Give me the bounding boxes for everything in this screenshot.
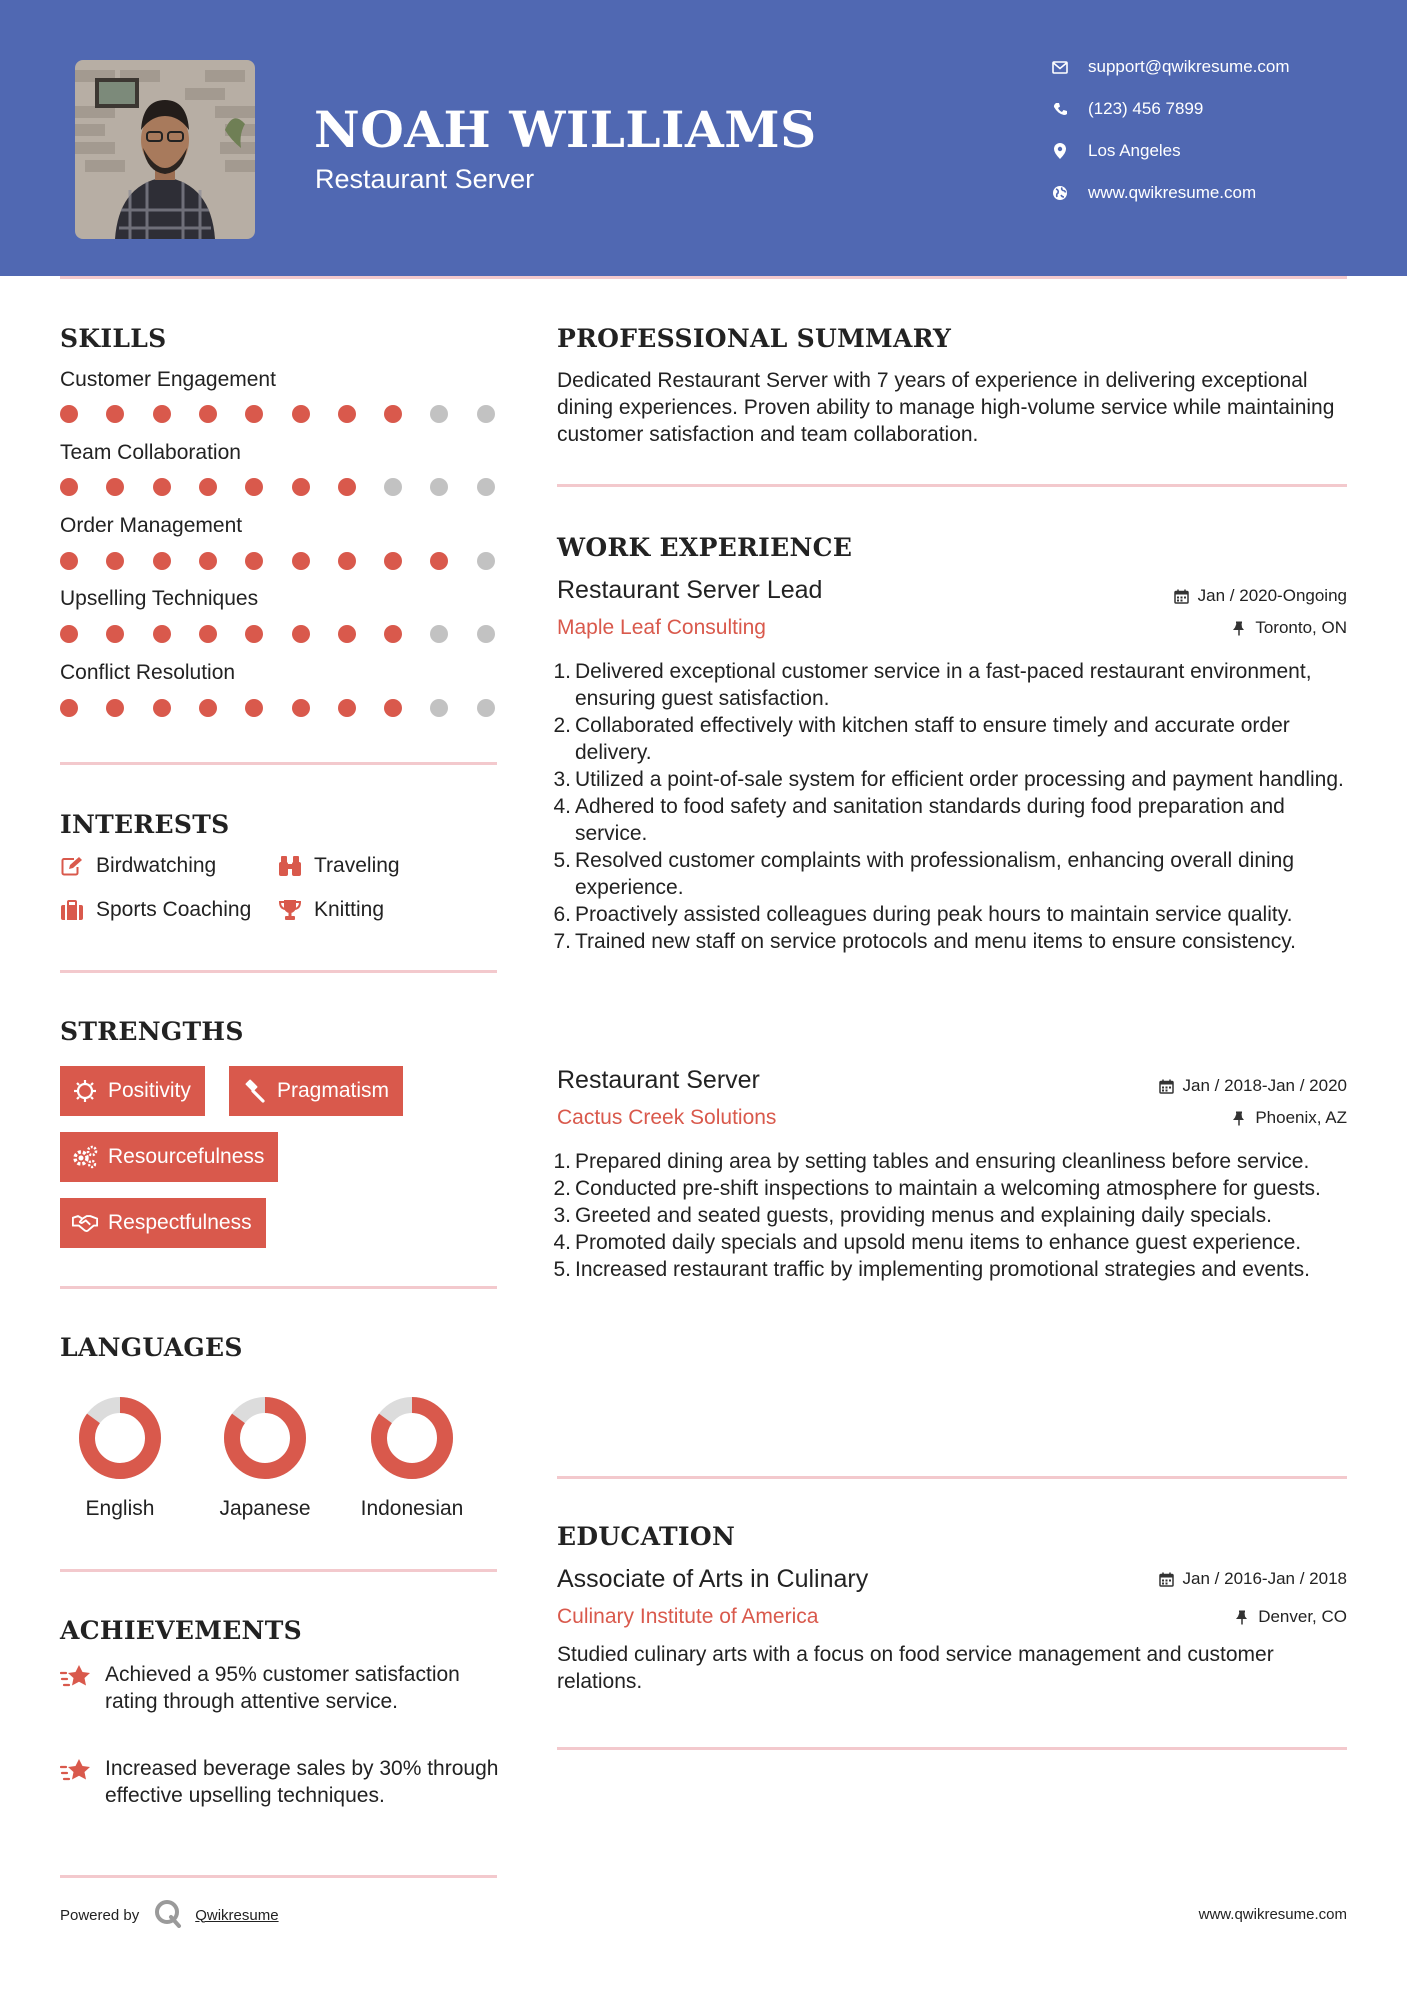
language-donut: [369, 1395, 455, 1481]
section-divider: [60, 1875, 497, 1878]
achievement-text: Increased beverage sales by 30% through effective upselling techniques.: [105, 1757, 499, 1807]
skill-dot-filled: [292, 405, 310, 423]
phone-icon: [1050, 99, 1070, 119]
pencil-square-icon: [60, 854, 84, 878]
skill-dot-filled: [245, 405, 263, 423]
skill-dot-filled: [60, 478, 78, 496]
job-responsibilities: [553, 1148, 1357, 1283]
footer-powered-by: [60, 1898, 279, 1932]
language-item: [50, 1395, 190, 1521]
achievements-title: ACHIEVEMENTS: [60, 1616, 302, 1645]
star-medal-icon: [60, 1663, 92, 1693]
sun-icon: [72, 1078, 98, 1104]
section-divider: [60, 970, 497, 973]
contact-email[interactable]: [1050, 57, 1290, 77]
briefcase-icon: [60, 898, 84, 922]
responsibility-item: 6. Proactively assisted colleagues during peak hours to maintain service quality.: [553, 903, 1293, 926]
achievement-item: [60, 1661, 500, 1715]
job-location-text: Toronto, ON: [1255, 618, 1347, 637]
achievement-text: Achieved a 95% customer satisfaction rating through attentive service.: [105, 1663, 460, 1713]
section-divider: [60, 1286, 497, 1289]
section-divider: [557, 484, 1347, 487]
trophy-icon: [278, 898, 302, 922]
map-marker-icon: [1050, 141, 1070, 161]
skill-dot-empty: [477, 625, 495, 643]
strengths-title: STRENGTHS: [60, 1017, 244, 1046]
job-date: [1174, 586, 1347, 606]
education-title: EDUCATION: [557, 1522, 736, 1551]
skill-rating: [60, 625, 500, 643]
section-divider: [557, 1747, 1347, 1750]
contact-location: [1050, 141, 1181, 161]
job-location: [1231, 618, 1347, 638]
strength-label: Respectfulness: [108, 1211, 252, 1234]
resume-header: [0, 0, 1407, 276]
skill-dot-filled: [292, 625, 310, 643]
skill-dot-filled: [153, 478, 171, 496]
skill-dot-empty: [384, 478, 402, 496]
skill-dot-filled: [338, 478, 356, 496]
skill-rating: [60, 552, 500, 570]
skill-rating: [60, 478, 500, 496]
handshake-icon: [72, 1210, 98, 1236]
section-divider: [60, 1569, 497, 1572]
candidate-name: NOAH WILLIAMS: [314, 100, 817, 159]
skill-dot-filled: [106, 699, 124, 717]
responsibility-item: 3. Greeted and seated guests, providing menus and explaining daily specials.: [553, 1204, 1272, 1227]
job-title: Restaurant Server: [557, 1066, 760, 1094]
skill-dot-filled: [199, 699, 217, 717]
responsibility-item: 1. Delivered exceptional customer service in a fast-paced restaurant environment, ensuring guest satisfaction.: [553, 660, 1312, 710]
achievement-item: [60, 1755, 500, 1809]
education-location-text: Denver, CO: [1258, 1607, 1347, 1626]
star-medal-icon: [60, 1757, 92, 1787]
responsibility-item: 3. Utilized a point-of-sale system for efficient order processing and payment handling.: [553, 768, 1344, 791]
responsibility-item: 4. Adhered to food safety and sanitation standards during food preparation and service.: [553, 795, 1285, 845]
interest-item: [278, 854, 400, 878]
skill-dot-filled: [60, 699, 78, 717]
envelope-icon: [1050, 57, 1070, 77]
skill-dot-filled: [153, 405, 171, 423]
job-date-text: Jan / 2018-Jan / 2020: [1182, 1076, 1347, 1095]
skill-dot-filled: [106, 552, 124, 570]
contact-phone[interactable]: [1050, 99, 1203, 119]
skill-dot-empty: [430, 699, 448, 717]
skill-dot-empty: [430, 478, 448, 496]
skill-dot-filled: [60, 625, 78, 643]
skill-name: Order Management: [60, 514, 243, 537]
contact-location-text: Los Angeles: [1088, 141, 1181, 160]
strength-badge: [60, 1066, 205, 1116]
skill-dot-empty: [477, 699, 495, 717]
interest-item: [278, 898, 384, 922]
calendar-icon: [1159, 1571, 1175, 1587]
skill-dot-filled: [245, 625, 263, 643]
header-divider: [60, 276, 1347, 279]
skill-dot-filled: [338, 552, 356, 570]
skill-dot-empty: [430, 625, 448, 643]
education-school: Culinary Institute of America: [557, 1605, 819, 1628]
contact-website-text: www.qwikresume.com: [1088, 183, 1257, 202]
skill-dot-empty: [477, 552, 495, 570]
summary-text: Dedicated Restaurant Server with 7 years of experience in delivering exceptional dining experiences. Proven ability to manage high-volume service while maintaining customer satisfaction and team collaboration.: [557, 369, 1335, 446]
section-divider: [60, 762, 497, 765]
education-location: [1234, 1607, 1347, 1627]
skill-dot-filled: [60, 405, 78, 423]
skill-name: Team Collaboration: [60, 441, 241, 464]
skill-dot-filled: [106, 405, 124, 423]
strength-badge: [60, 1132, 278, 1182]
candidate-role: Restaurant Server: [315, 164, 535, 194]
responsibility-item: 2. Collaborated effectively with kitchen staff to ensure timely and accurate order delivery.: [553, 714, 1290, 764]
job-date-text: Jan / 2020-Ongoing: [1197, 586, 1347, 605]
skill-dot-filled: [338, 405, 356, 423]
education-text: Studied culinary arts with a focus on food service management and customer relations.: [557, 1643, 1274, 1693]
interest-label: Traveling: [314, 854, 400, 877]
gavel-icon: [241, 1078, 267, 1104]
responsibility-item: 7. Trained new staff on service protocols and menu items to ensure consistency.: [553, 930, 1296, 953]
language-donut: [77, 1395, 163, 1481]
language-item: [342, 1395, 482, 1521]
responsibility-item: 4. Promoted daily specials and upsold menu items to enhance guest experience.: [553, 1231, 1302, 1254]
interest-label: Birdwatching: [96, 854, 217, 877]
skill-dot-filled: [292, 478, 310, 496]
job-date: [1159, 1076, 1347, 1096]
strength-label: Positivity: [108, 1079, 191, 1102]
skill-dot-filled: [338, 625, 356, 643]
skill-dot-empty: [477, 405, 495, 423]
skill-dot-filled: [292, 552, 310, 570]
skill-dot-empty: [477, 478, 495, 496]
job-responsibilities: [553, 658, 1357, 955]
skill-dot-filled: [199, 478, 217, 496]
interest-label: Knitting: [314, 898, 385, 921]
skill-rating: [60, 405, 500, 423]
gears-icon: [72, 1144, 98, 1170]
skill-dot-filled: [430, 552, 448, 570]
strength-label: Resourcefulness: [108, 1145, 265, 1168]
job-location: [1231, 1108, 1347, 1128]
skills-title: SKILLS: [60, 324, 167, 353]
skill-dot-filled: [384, 552, 402, 570]
skill-dot-filled: [60, 552, 78, 570]
job-title: Restaurant Server Lead: [557, 576, 823, 604]
skill-name: Upselling Techniques: [60, 587, 259, 610]
skill-dot-filled: [153, 699, 171, 717]
responsibility-item: 1. Prepared dining area by setting tables and ensuring cleanliness before service.: [553, 1150, 1310, 1173]
footer-url[interactable]: www.qwikresume.com: [1198, 1906, 1347, 1923]
responsibility-item: 5. Increased restaurant traffic by implementing promotional strategies and events.: [553, 1258, 1310, 1281]
job-location-text: Phoenix, AZ: [1255, 1108, 1347, 1127]
skill-dot-filled: [199, 552, 217, 570]
language-item: [195, 1395, 335, 1521]
summary-title: PROFESSIONAL SUMMARY: [557, 324, 952, 353]
skill-dot-filled: [245, 699, 263, 717]
skill-name: Conflict Resolution: [60, 661, 236, 684]
strength-badge: [60, 1198, 266, 1248]
pushpin-icon: [1234, 1609, 1250, 1625]
education-degree: Associate of Arts in Culinary: [557, 1565, 869, 1593]
job-company: Cactus Creek Solutions: [557, 1106, 777, 1129]
language-label: Japanese: [219, 1497, 311, 1520]
skill-dot-filled: [106, 478, 124, 496]
responsibility-item: 2. Conducted pre-shift inspections to maintain a welcoming atmosphere for guests.: [553, 1177, 1321, 1200]
skill-name: Customer Engagement: [60, 368, 276, 391]
skill-dot-filled: [153, 552, 171, 570]
skill-dot-filled: [292, 699, 310, 717]
calendar-icon: [1159, 1078, 1175, 1094]
language-label: Indonesian: [360, 1497, 464, 1520]
skill-dot-filled: [199, 405, 217, 423]
powered-by-label: Powered by: [60, 1906, 140, 1924]
languages-title: LANGUAGES: [60, 1333, 243, 1362]
pushpin-icon: [1231, 620, 1247, 636]
contact-email-text: support@qwikresume.com: [1088, 57, 1290, 76]
experience-title: WORK EXPERIENCE: [557, 533, 853, 562]
skill-dot-empty: [430, 405, 448, 423]
education-date-text: Jan / 2016-Jan / 2018: [1182, 1569, 1347, 1588]
strength-label: Pragmatism: [277, 1079, 390, 1102]
contact-website[interactable]: [1050, 183, 1256, 203]
skill-dot-filled: [199, 625, 217, 643]
skill-dot-filled: [338, 699, 356, 717]
interest-item: [60, 854, 216, 878]
skill-dot-filled: [106, 625, 124, 643]
responsibility-item: 5. Resolved customer complaints with professionalism, enhancing overall dining experience.: [553, 849, 1295, 899]
interest-item: [60, 898, 251, 922]
interests-title: INTERESTS: [60, 810, 230, 839]
binoculars-icon: [278, 854, 302, 878]
skill-rating: [60, 699, 500, 717]
skill-dot-filled: [245, 478, 263, 496]
interest-label: Sports Coaching: [96, 898, 252, 921]
skill-dot-filled: [384, 405, 402, 423]
globe-icon: [1050, 183, 1070, 203]
skill-dot-filled: [384, 699, 402, 717]
education-date: [1159, 1569, 1347, 1589]
language-label: English: [85, 1497, 155, 1520]
calendar-icon: [1174, 588, 1190, 604]
skill-dot-filled: [153, 625, 171, 643]
profile-photo: [75, 60, 255, 239]
section-divider: [557, 1476, 1347, 1479]
skill-dot-filled: [384, 625, 402, 643]
skill-dot-filled: [245, 552, 263, 570]
qwikresume-logo-icon: [153, 1898, 183, 1932]
pushpin-icon: [1231, 1110, 1247, 1126]
contact-phone-text: (123) 456 7899: [1088, 99, 1204, 118]
language-donut: [222, 1395, 308, 1481]
qwikresume-link[interactable]: Qwikresume: [195, 1906, 279, 1924]
job-company: Maple Leaf Consulting: [557, 616, 766, 639]
strength-badge: [229, 1066, 403, 1116]
profile-photo-image: [75, 60, 255, 239]
